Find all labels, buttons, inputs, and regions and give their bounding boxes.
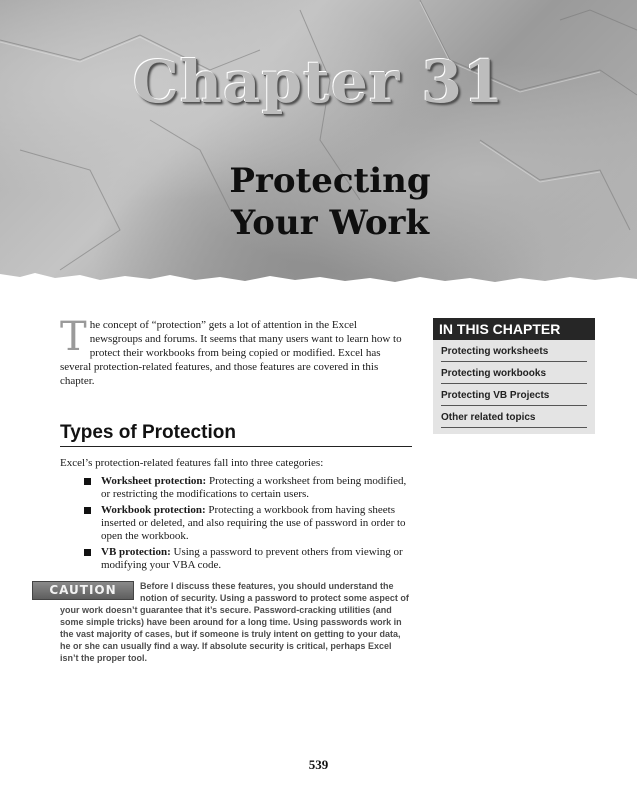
sidebar-item-other-related-topics: Other related topics: [441, 406, 587, 428]
bullet-term: Workbook protection:: [101, 504, 206, 516]
list-item: [84, 475, 412, 501]
caution-badge: CAUTION: [32, 581, 134, 600]
bullet-square-icon: [84, 507, 91, 514]
chapter-title-line1: Protecting: [229, 161, 431, 201]
bullet-term: Worksheet protection:: [101, 475, 207, 487]
list-item: [84, 546, 412, 572]
list-item: [84, 504, 412, 543]
bullet-text: Protecting a workbook from having sheets inserted or deleted, and also requiring the use of password in order to open the workbook.: [101, 504, 406, 542]
page-number: 539: [308, 757, 329, 772]
main-column: [49, 314, 412, 664]
intro-paragraph: [60, 314, 412, 388]
stone-texture: [0, 0, 637, 290]
in-this-chapter-sidebar: [433, 318, 595, 434]
bullet-text: Using a password to prevent others from viewing or modifying your VBA code.: [101, 546, 403, 571]
chapter-header-banner: [0, 0, 637, 290]
chapter-number: Chapter 31: [132, 48, 505, 116]
sidebar-heading: IN THIS CHAPTER: [433, 318, 595, 340]
bullet-square-icon: [84, 478, 91, 485]
torn-edge: [0, 268, 637, 290]
bullet-list: [60, 475, 412, 572]
drop-cap: T: [60, 314, 87, 360]
bullet-term: VB protection:: [101, 546, 171, 558]
bullet-text: Protecting a worksheet from being modified, or restricting the modifications to certain users.: [101, 475, 407, 500]
caution-text: Before I discuss these features, you should understand the notion of security. Using a password to protect some aspect of your work doesn’t guarantee that it’s secure. Password-cracking utilities (and some simple tricks) have been around for a long time. Using passwords work in the vast majority of cases, but if someone is truly intent on getting to your data, he or she can usually find a way. If absolute security is critical, perhaps Excel isn’t the proper tool.: [60, 581, 409, 663]
sidebar-item-protecting-workbooks: Protecting workbooks: [441, 362, 587, 384]
chapter-title: [120, 160, 540, 244]
sidebar-item-protecting-vb-projects: Protecting VB Projects: [441, 384, 587, 406]
sidebar-item-protecting-worksheets: Protecting worksheets: [441, 340, 587, 362]
bullet-square-icon: [84, 549, 91, 556]
intro-text: he concept of “protection” gets a lot of attention in the Excel newsgroups and forums. It seems that many users want to learn how to protect their workbooks from being copied or modified. Excel has several protection-related features, and those features are covered in this chapter.: [60, 319, 402, 387]
section-lead: Excel’s protection-related features fall into three categories:: [60, 457, 324, 469]
section-heading: Types of Protection: [60, 422, 412, 447]
chapter-title-line2: Your Work: [230, 203, 430, 243]
caution-note: [49, 580, 412, 664]
